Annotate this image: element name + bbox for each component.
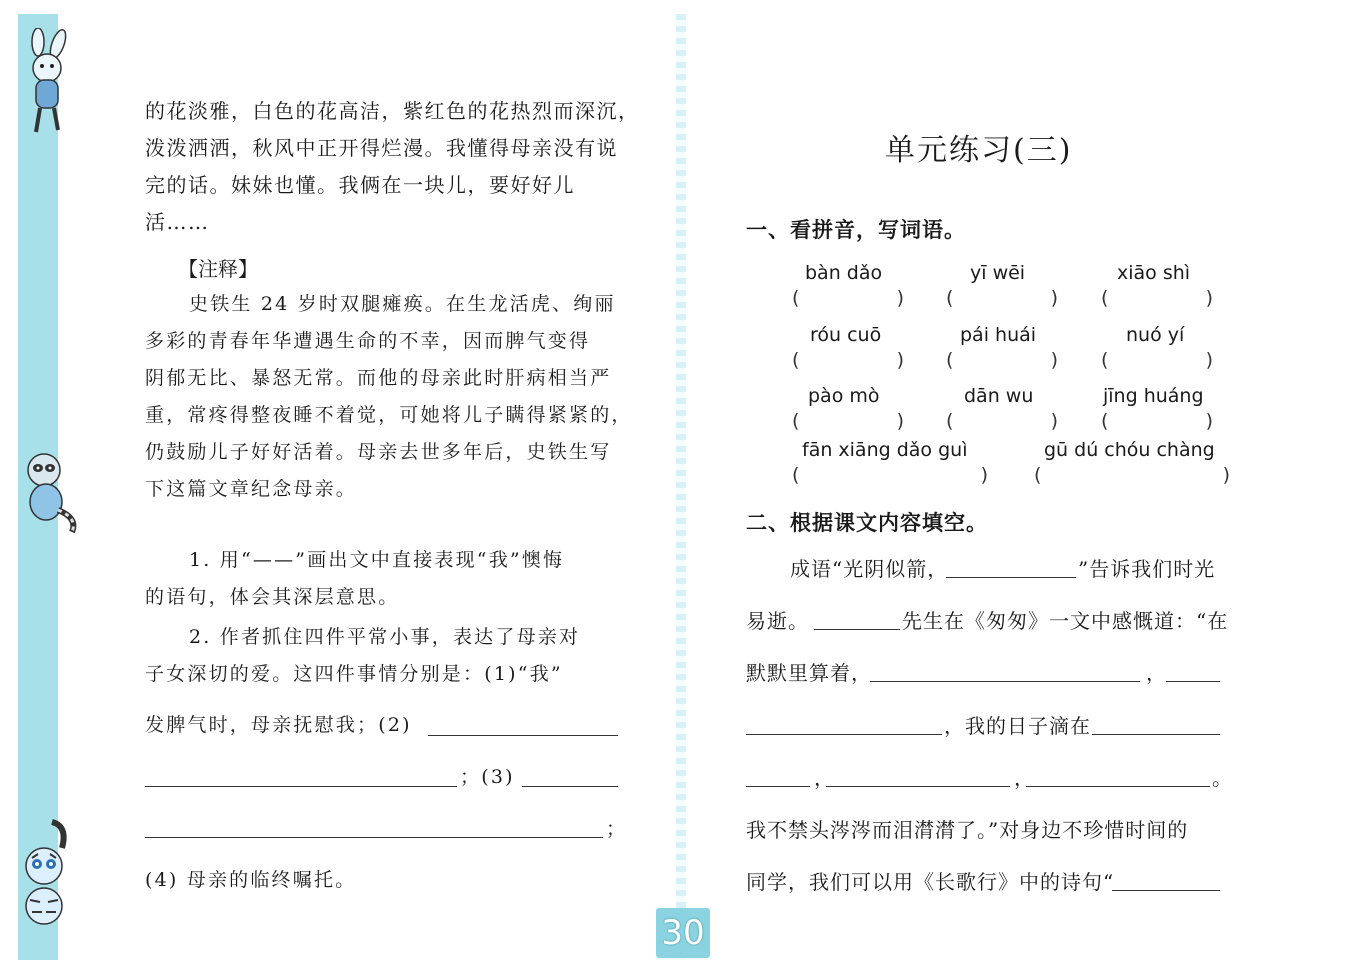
pinyin: róu cuō	[810, 324, 882, 346]
paren-close: )	[1050, 287, 1058, 309]
answer-blank[interactable]	[826, 785, 1010, 787]
question-2-line: 子女深切的爱。这四件事情分别是：(1)“我”	[145, 663, 563, 685]
note-line: 史铁生 24 岁时双腿瘫痪。在生龙活虎、绚丽	[189, 293, 616, 315]
answer-blank[interactable]	[145, 785, 457, 787]
answer-paren[interactable]	[946, 410, 1058, 432]
fill-text: ，我的日子滴在	[944, 714, 1091, 738]
pinyin: jīng huáng	[1103, 385, 1204, 407]
paren-open: (	[792, 287, 800, 309]
item-3-label: ；(3)	[460, 766, 515, 788]
note-line: 多彩的青春年华遭遇生命的不幸，因而脾气变得	[145, 330, 591, 352]
answer-paren[interactable]	[1101, 287, 1213, 309]
pinyin: nuó yí	[1126, 324, 1185, 346]
answer-blank[interactable]	[1092, 733, 1220, 735]
paren-close: )	[1050, 410, 1058, 432]
fill-text: 我不禁头涔涔而泪潸潸了。”对身边不珍惜时间的	[746, 818, 1189, 842]
fill-text: 。	[1212, 766, 1233, 790]
answer-paren[interactable]	[1034, 464, 1230, 486]
paren-open: (	[1034, 464, 1042, 486]
note-line: 重，常疼得整夜睡不着觉，可她将儿子瞒得紧紧的，	[145, 404, 633, 426]
raccoon-mascot-icon	[14, 444, 84, 536]
answer-blank[interactable]	[746, 785, 810, 787]
pinyin: pào mò	[808, 385, 880, 407]
paren-close: )	[896, 410, 904, 432]
answer-paren[interactable]	[792, 410, 904, 432]
answer-paren[interactable]	[1101, 410, 1213, 432]
page-number: 30	[656, 908, 710, 958]
question-2-line-3: 发脾气时，母亲抚慰我；(2)	[145, 714, 412, 736]
question-1-line: 1. 用“——”画出文中直接表现“我”懊悔	[189, 549, 565, 571]
rabbit-mascot-icon	[14, 28, 80, 138]
fill-text: 成语“光阴似箭，	[790, 557, 949, 581]
pinyin: yī wēi	[970, 262, 1026, 284]
paren-close: )	[1050, 349, 1058, 371]
answer-paren[interactable]	[792, 349, 904, 371]
answer-blank[interactable]	[1026, 785, 1210, 787]
note-heading: 【注释】	[178, 257, 258, 281]
paren-close: )	[1222, 464, 1230, 486]
question-2-item-4: (4) 母亲的临终嘱托。	[145, 869, 357, 891]
answer-blank[interactable]	[522, 785, 618, 787]
paren-close: )	[896, 287, 904, 309]
pinyin: dān wu	[964, 385, 1034, 407]
fill-text: ，	[1014, 766, 1035, 790]
semicolon: ；	[606, 818, 628, 840]
note-line: 下这篇文章纪念母亲。	[145, 478, 358, 500]
paren-open: (	[946, 287, 954, 309]
section-2-heading: 二、根据课文内容填空。	[746, 511, 988, 535]
pinyin: gū dú chóu chàng	[1044, 439, 1215, 461]
fill-text: 先生在《匆匆》一文中感慨道：“在	[902, 609, 1229, 633]
book-spine	[676, 14, 686, 960]
paren-open: (	[1101, 410, 1109, 432]
answer-blank[interactable]	[870, 680, 1140, 682]
passage-line: 的花淡雅，白色的花高洁，紫红色的花热烈而深沉，	[145, 99, 640, 123]
answer-blank[interactable]	[946, 576, 1076, 578]
paren-open: (	[946, 410, 954, 432]
fill-text: ，	[814, 766, 835, 790]
paren-close: )	[980, 464, 988, 486]
answer-blank[interactable]	[1166, 680, 1220, 682]
tiger-mascot-icon	[12, 818, 74, 930]
unit-title: 单元练习(三)	[885, 133, 1073, 168]
passage-line: 活……	[145, 210, 210, 234]
answer-blank[interactable]	[145, 836, 603, 838]
answer-blank[interactable]	[746, 733, 942, 735]
answer-paren[interactable]	[1101, 349, 1213, 371]
section-1-heading: 一、看拼音，写词语。	[746, 218, 966, 242]
fill-text: 默默里算着，	[746, 661, 872, 685]
paren-close: )	[1205, 410, 1213, 432]
paren-close: )	[1205, 349, 1213, 371]
paren-open: (	[792, 410, 800, 432]
answer-blank[interactable]	[1112, 889, 1220, 891]
fill-text: 易逝。	[746, 609, 809, 633]
pinyin: pái huái	[960, 324, 1037, 346]
paren-close: )	[1205, 287, 1213, 309]
paren-open: (	[1101, 349, 1109, 371]
question-1-line: 的语句，体会其深层意思。	[145, 586, 400, 608]
paren-close: )	[896, 349, 904, 371]
passage-line: 完的话。妹妹也懂。我俩在一块儿，要好好儿	[145, 173, 575, 197]
pinyin: bàn dǎo	[805, 262, 883, 284]
fill-text: 同学，我们可以用《长歌行》中的诗句“	[746, 870, 1115, 894]
paren-open: (	[792, 349, 800, 371]
note-line: 阴郁无比、暴怒无常。而他的母亲此时肝病相当严	[145, 367, 612, 389]
answer-blank[interactable]	[428, 734, 618, 736]
pinyin: xiāo shì	[1117, 262, 1191, 284]
fill-text: ”告诉我们时光	[1078, 557, 1216, 581]
fill-text: ，	[1146, 661, 1167, 685]
passage-line: 泼泼洒洒，秋风中正开得烂漫。我懂得母亲没有说	[145, 136, 618, 160]
answer-blank[interactable]	[814, 628, 900, 630]
answer-paren[interactable]	[946, 349, 1058, 371]
question-2-line: 2. 作者抓住四件平常小事，表达了母亲对	[189, 626, 581, 648]
answer-paren[interactable]	[792, 464, 988, 486]
answer-paren[interactable]	[792, 287, 904, 309]
paren-open: (	[792, 464, 800, 486]
paren-open: (	[1101, 287, 1109, 309]
answer-paren[interactable]	[946, 287, 1058, 309]
paren-open: (	[946, 349, 954, 371]
note-line: 仍鼓励儿子好好活着。母亲去世多年后，史铁生写	[145, 441, 612, 463]
pinyin: fān xiāng dǎo guì	[802, 439, 968, 461]
